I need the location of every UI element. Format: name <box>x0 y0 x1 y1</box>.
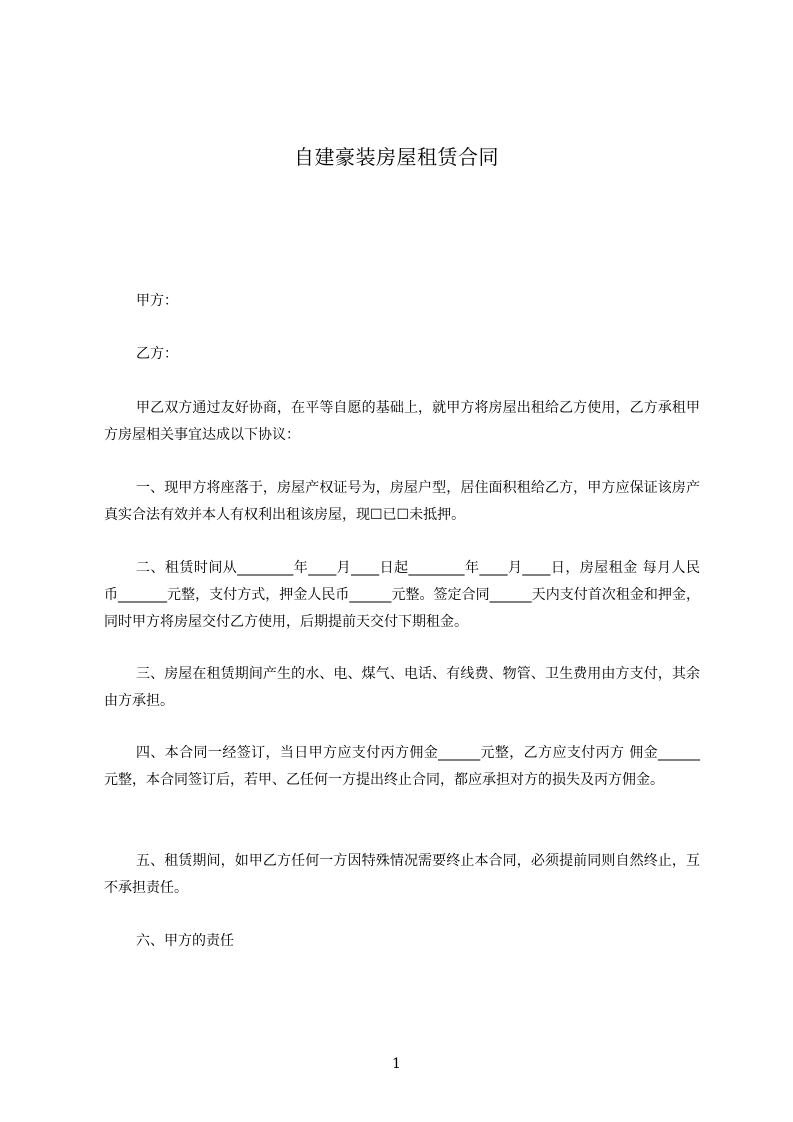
clause-one: 一、现甲方将座落于，房屋产权证号为，房屋户型，居住面积租给乙方，甲方应保证该房产真实合法有效并本人有权利出租该房屋，现☐已☐未抵押。 <box>104 480 700 523</box>
clause-two: 二、租赁时间从________年____月____日起________年____月____日，房屋租金 每月人民币_______元整，支付方式，押金人民币______元整。签定合同______天内支付首次租金和押金，同时甲方将房屋交付乙方使用，后期提前天交付下期租金。 <box>104 560 700 630</box>
party-a-line: 甲方： <box>136 293 178 309</box>
clause-six-heading: 六、甲方的责任 <box>136 933 234 949</box>
party-b-line: 乙方： <box>136 346 178 362</box>
clause-four: 四、本合同一经签订，当日甲方应支付丙方佣金______元整，乙方应支付丙方 佣金______元整，本合同签订后，若甲、乙任何一方提出终止合同，都应承担对方的损失及丙方佣金。 <box>104 745 700 788</box>
intro-paragraph: 甲乙双方通过友好协商，在平等自愿的基础上，就甲方将房屋出租给乙方使用，乙方承租甲方房屋相关事宜达成以下协议： <box>104 400 700 443</box>
clause-three: 三、房屋在租赁期间产生的水、电、煤气、电话、有线费、物管、卫生费用由方支付，其余由方承担。 <box>104 666 700 709</box>
document-title: 自建豪装房屋租赁合同 <box>294 145 499 169</box>
clause-five: 五、租赁期间，如甲乙方任何一方因特殊情况需要终止本合同，必须提前同则自然终止，互不承担责任。 <box>104 853 700 896</box>
page-number: 1 <box>392 1056 401 1072</box>
